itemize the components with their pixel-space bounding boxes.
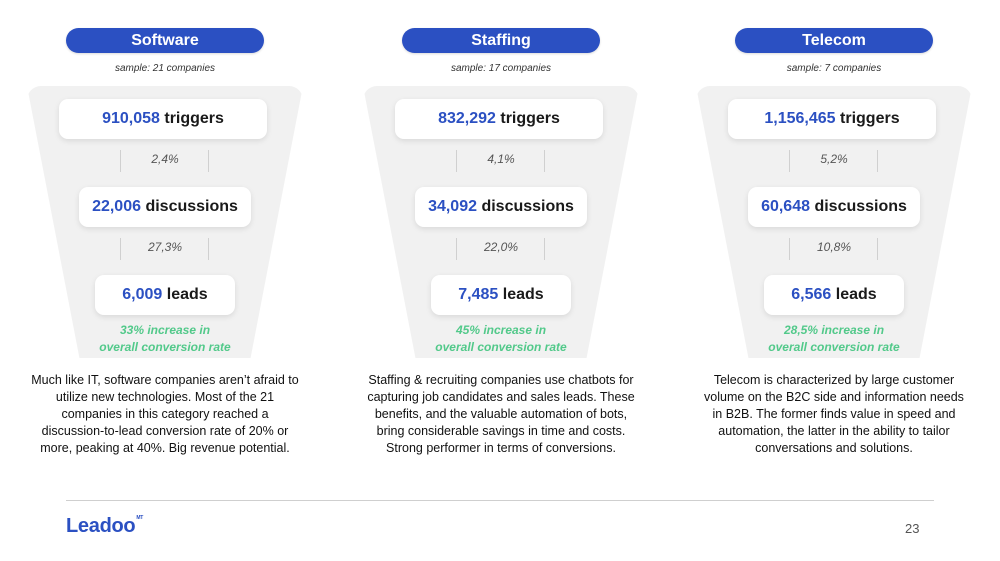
triggers-card (59, 99, 267, 139)
triggers-label: triggers (840, 110, 900, 127)
funnel-column-software (15, 28, 315, 478)
sample-size: sample: 17 companies (450, 63, 552, 74)
triggers-card (728, 99, 936, 139)
leads-card (95, 275, 235, 315)
column-description: Much like IT, software companies aren’t afraid to utilize new technologies. Most of the 21 companies in this category reached a discussion-to-lead conversion rate of 20% or more, peaking at 40%. Big revenue potential. (31, 373, 299, 455)
triggers-label: triggers (500, 110, 560, 127)
trigger-to-discussion-rate: 2,4% (151, 152, 179, 166)
triggers-value: 1,156,465 (764, 110, 836, 127)
funnel-column-staffing (351, 28, 651, 478)
discussions-value: 22,006 (92, 198, 141, 215)
discussion-to-lead-rate: 10,8% (816, 240, 852, 254)
leads-card (431, 275, 571, 315)
discussions-card (415, 187, 587, 227)
conversion-increase (15, 322, 315, 356)
leads-label: leads (835, 286, 877, 303)
increase-line-1: 28,5% increase in (783, 323, 885, 337)
triggers-value: 832,292 (438, 110, 496, 127)
triggers-label: triggers (164, 110, 224, 127)
conversion-increase (351, 322, 651, 356)
increase-line-2: overall conversion rate (768, 340, 900, 354)
leadoo-logo (66, 515, 143, 538)
triggers-value: 910,058 (102, 110, 160, 127)
funnel-column-telecom (684, 28, 984, 478)
column-description: Staffing & recruiting companies use chatbots for capturing job candidates and sales leads. These benefits, and the valuable automation of bots, bring considerable savings in time and costs. Strong performer in terms of conversions. (367, 373, 635, 455)
column-title-pill: Staffing (402, 28, 600, 53)
discussions-value: 34,092 (428, 198, 477, 215)
column-description: Telecom is characterized by large customer volume on the B2C side and information needs in B2B. The former finds value in speed and automation, the latter in the ability to tailor conversations and solutions. (704, 373, 964, 455)
column-title-pill: Software (66, 28, 264, 53)
increase-line-2: overall conversion rate (435, 340, 567, 354)
triggers-card (395, 99, 603, 139)
increase-line-2: overall conversion rate (99, 340, 231, 354)
logo-wordmark: Leadoo (66, 515, 136, 537)
leads-value: 6,566 (791, 286, 832, 303)
trigger-to-discussion-rate: 4,1% (487, 152, 515, 166)
increase-line-1: 33% increase in (119, 323, 211, 337)
leads-label: leads (166, 286, 208, 303)
column-title-pill: Telecom (735, 28, 933, 53)
leads-label: leads (502, 286, 544, 303)
trigger-to-discussion-rate: 5,2% (820, 152, 848, 166)
discussions-card (79, 187, 251, 227)
discussions-label: discussions (814, 198, 907, 215)
increase-line-1: 45% increase in (455, 323, 547, 337)
logo-mark: MT (136, 515, 143, 521)
discussion-to-lead-rate: 22,0% (483, 240, 519, 254)
leads-value: 7,485 (458, 286, 499, 303)
leads-value: 6,009 (122, 286, 163, 303)
discussion-to-lead-rate: 27,3% (147, 240, 183, 254)
conversion-increase (684, 322, 984, 356)
sample-size: sample: 7 companies (786, 63, 882, 74)
discussions-value: 60,648 (761, 198, 810, 215)
page-number: 23 (905, 521, 920, 536)
discussions-card (748, 187, 920, 227)
leads-card (764, 275, 904, 315)
sample-size: sample: 21 companies (114, 63, 216, 74)
discussions-label: discussions (145, 198, 238, 215)
discussions-label: discussions (481, 198, 574, 215)
footer-divider (66, 500, 934, 501)
